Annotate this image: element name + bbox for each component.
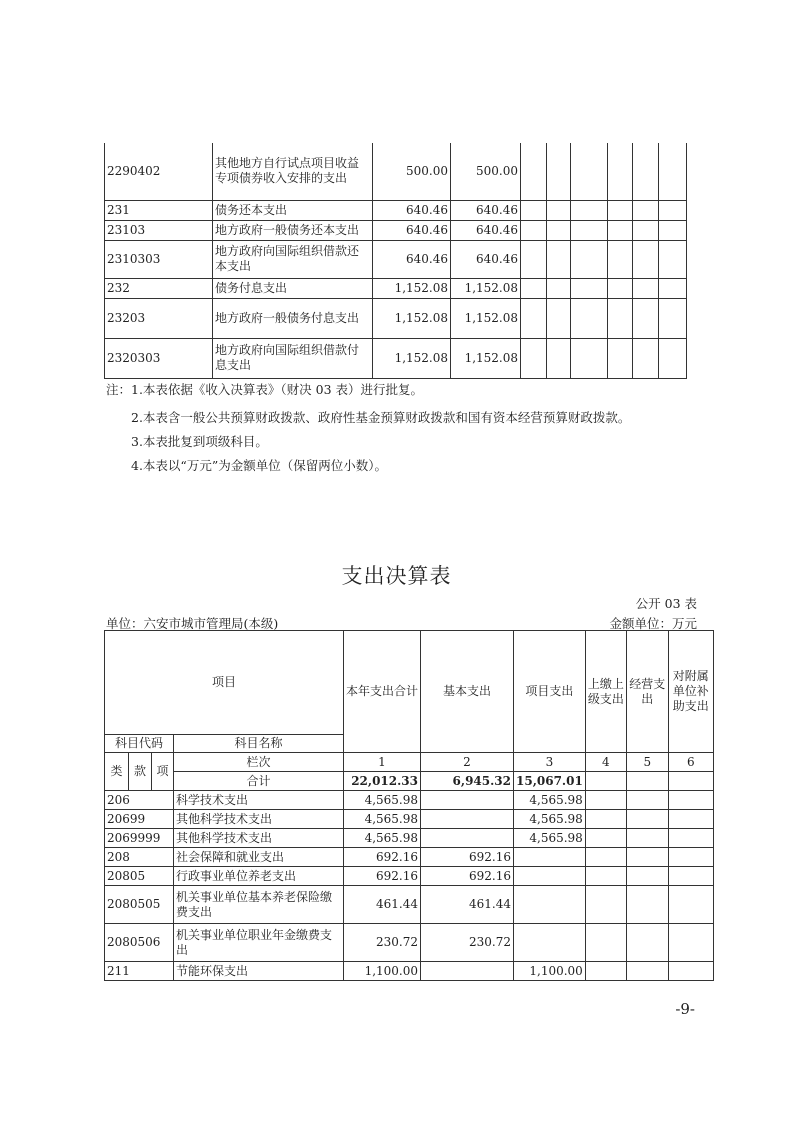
amount-col-1: 4,565.98 [344,810,421,829]
amount-col-6 [668,962,713,981]
amount-col-3: 1,100.00 [514,962,586,981]
empty-cell [521,220,547,240]
note-3: 3.本表批复到项级科目。 [131,434,268,449]
table-row [105,829,714,848]
amount-col-4 [585,924,626,962]
empty-cell [659,200,687,220]
header-col-1: 本年支出合计 [344,631,421,753]
header-col-4: 上缴上级支出 [585,631,626,753]
empty-cell [659,278,687,298]
subject-name: 机关事业单位职业年金缴费支出 [174,924,344,962]
expenditure-table [104,630,714,981]
header-lei: 类 [105,753,129,791]
empty-cell [659,220,687,240]
empty-cell [571,278,608,298]
amount-col-2: 640.46 [451,200,521,220]
empty-cell [521,143,547,200]
amount-total: 1,152.08 [373,278,451,298]
amount-col-1: 1,100.00 [344,962,421,981]
subject-code: 206 [105,791,174,810]
amount-col-3 [514,886,586,924]
table-row [105,240,687,278]
table-row [105,220,687,240]
amount-col-5 [626,791,668,810]
amount-col-2 [421,962,514,981]
amount-total: 500.00 [373,143,451,200]
amount-col-2: 692.16 [421,848,514,867]
amount-col-4 [585,848,626,867]
amount-col-4 [585,791,626,810]
subject-code: 20805 [105,867,174,886]
table-row [105,338,687,378]
amount-col-2: 230.72 [421,924,514,962]
amount-col-5 [626,829,668,848]
amount-col-5 [626,924,668,962]
amount-col-1: 4,565.98 [344,829,421,848]
header-heji: 合计 [174,772,344,791]
subject-code: 232 [105,278,213,298]
empty-cell [547,220,571,240]
unit-label: 单位：六安市城市管理局(本级) [106,616,279,631]
page-number: -9- [675,1000,695,1018]
empty-cell [547,200,571,220]
amount-col-5 [626,810,668,829]
subject-code: 2290402 [105,143,213,200]
empty-cell [571,220,608,240]
empty-cell [633,278,659,298]
empty-cell [521,240,547,278]
table-row [105,962,714,981]
subject-code: 2080505 [105,886,174,924]
total-5 [626,772,668,791]
amount-col-5 [626,848,668,867]
subject-name: 行政事业单位养老支出 [174,867,344,886]
empty-cell [571,240,608,278]
table-row [105,143,687,200]
header-name: 科目名称 [174,735,344,753]
note-2: 2.本表含一般公共预算财政拨款、政府性基金预算财政拨款和国有资本经营预算财政拨款。 [131,410,631,425]
note-4: 4.本表以“万元”为金额单位（保留两位小数）。 [131,458,387,473]
total-1: 22,012.33 [344,772,421,791]
amount-col-1: 4,565.98 [344,791,421,810]
header-code: 科目代码 [105,735,174,753]
empty-cell [547,240,571,278]
subject-code: 211 [105,962,174,981]
subject-name: 地方政府向国际组织借款还本支出 [213,240,373,278]
col-num-4: 4 [585,753,626,772]
amount-col-2: 461.44 [421,886,514,924]
amount-col-2 [421,810,514,829]
empty-cell [659,240,687,278]
amount-col-1: 692.16 [344,848,421,867]
empty-cell [547,143,571,200]
subject-name: 其他科学技术支出 [174,810,344,829]
empty-cell [633,338,659,378]
subject-code: 208 [105,848,174,867]
empty-cell [659,143,687,200]
empty-cell [547,278,571,298]
amount-col-4 [585,867,626,886]
empty-cell [608,143,633,200]
amount-col-2: 1,152.08 [451,278,521,298]
table-row [105,848,714,867]
empty-cell [633,298,659,338]
amount-col-2: 692.16 [421,867,514,886]
subject-code: 2310303 [105,240,213,278]
empty-cell [571,338,608,378]
empty-cell [659,338,687,378]
empty-cell [547,338,571,378]
empty-cell [608,200,633,220]
empty-cell [521,298,547,338]
subject-name: 地方政府一般债务还本支出 [213,220,373,240]
amount-total: 1,152.08 [373,338,451,378]
amount-col-6 [668,848,713,867]
empty-cell [608,278,633,298]
header-col-2: 基本支出 [421,631,514,753]
amount-total: 640.46 [373,200,451,220]
table-row [105,298,687,338]
amount-col-1: 230.72 [344,924,421,962]
income-table-continuation [104,143,687,379]
subject-code: 2080506 [105,924,174,962]
empty-cell [608,298,633,338]
amount-total: 640.46 [373,240,451,278]
amount-col-6 [668,886,713,924]
table-row [105,886,714,924]
subject-name: 债务付息支出 [213,278,373,298]
subject-name: 地方政府一般债务付息支出 [213,298,373,338]
subject-code: 23203 [105,298,213,338]
amount-col-2: 640.46 [451,220,521,240]
total-4 [585,772,626,791]
total-2: 6,945.32 [421,772,514,791]
amount-col-3: 4,565.98 [514,791,586,810]
form-id: 公开 03 表 [635,596,697,611]
amount-unit: 金额单位：万元 [609,616,697,631]
header-col-6: 对附属单位补助支出 [668,631,713,753]
amount-col-4 [585,810,626,829]
amount-col-3 [514,924,586,962]
empty-cell [571,143,608,200]
subject-name: 机关事业单位基本养老保险缴费支出 [174,886,344,924]
empty-cell [608,220,633,240]
table-row [105,278,687,298]
table-row [105,810,714,829]
amount-col-6 [668,924,713,962]
amount-col-6 [668,829,713,848]
amount-total: 640.46 [373,220,451,240]
table-row [105,200,687,220]
note-1: 注：1.本表依据《收入决算表》（财决 03 表）进行批复。 [106,382,424,397]
subject-code: 231 [105,200,213,220]
amount-col-3: 4,565.98 [514,829,586,848]
empty-cell [547,298,571,338]
header-col-5: 经营支出 [626,631,668,753]
header-col-3: 项目支出 [514,631,586,753]
col-num-1: 1 [344,753,421,772]
empty-cell [659,298,687,338]
header-item: 项目 [105,631,344,735]
subject-name: 节能环保支出 [174,962,344,981]
amount-col-4 [585,829,626,848]
subject-name: 其他科学技术支出 [174,829,344,848]
empty-cell [608,338,633,378]
empty-cell [571,200,608,220]
amount-col-5 [626,962,668,981]
amount-total: 1,152.08 [373,298,451,338]
header-kuan: 款 [129,753,152,791]
amount-col-2: 500.00 [451,143,521,200]
subject-name: 其他地方自行试点项目收益专项债券收入安排的支出 [213,143,373,200]
empty-cell [633,220,659,240]
amount-col-5 [626,867,668,886]
subject-name: 社会保障和就业支出 [174,848,344,867]
subject-code: 20699 [105,810,174,829]
amount-col-2: 1,152.08 [451,338,521,378]
empty-cell [633,240,659,278]
amount-col-3 [514,867,586,886]
amount-col-3 [514,848,586,867]
page-title: 支出决算表 [341,564,452,588]
empty-cell [521,338,547,378]
amount-col-2 [421,791,514,810]
amount-col-2: 640.46 [451,240,521,278]
subject-code: 23103 [105,220,213,240]
amount-col-2: 1,152.08 [451,298,521,338]
total-6 [668,772,713,791]
col-num-5: 5 [626,753,668,772]
amount-col-5 [626,886,668,924]
table-row [105,924,714,962]
subject-code: 2320303 [105,338,213,378]
amount-col-1: 692.16 [344,867,421,886]
col-num-2: 2 [421,753,514,772]
header-lanci: 栏次 [174,753,344,772]
empty-cell [571,298,608,338]
subject-name: 地方政府向国际组织借款付息支出 [213,338,373,378]
amount-col-1: 461.44 [344,886,421,924]
empty-cell [521,278,547,298]
empty-cell [521,200,547,220]
header-xiang: 项 [152,753,174,791]
subject-name: 科学技术支出 [174,791,344,810]
table-row [105,867,714,886]
table-row [105,791,714,810]
empty-cell [608,240,633,278]
subject-code: 2069999 [105,829,174,848]
amount-col-4 [585,886,626,924]
total-3: 15,067.01 [514,772,586,791]
amount-col-2 [421,829,514,848]
empty-cell [633,143,659,200]
amount-col-6 [668,791,713,810]
amount-col-3: 4,565.98 [514,810,586,829]
amount-col-4 [585,962,626,981]
amount-col-6 [668,867,713,886]
col-num-6: 6 [668,753,713,772]
amount-col-6 [668,810,713,829]
col-num-3: 3 [514,753,586,772]
empty-cell [633,200,659,220]
subject-name: 债务还本支出 [213,200,373,220]
